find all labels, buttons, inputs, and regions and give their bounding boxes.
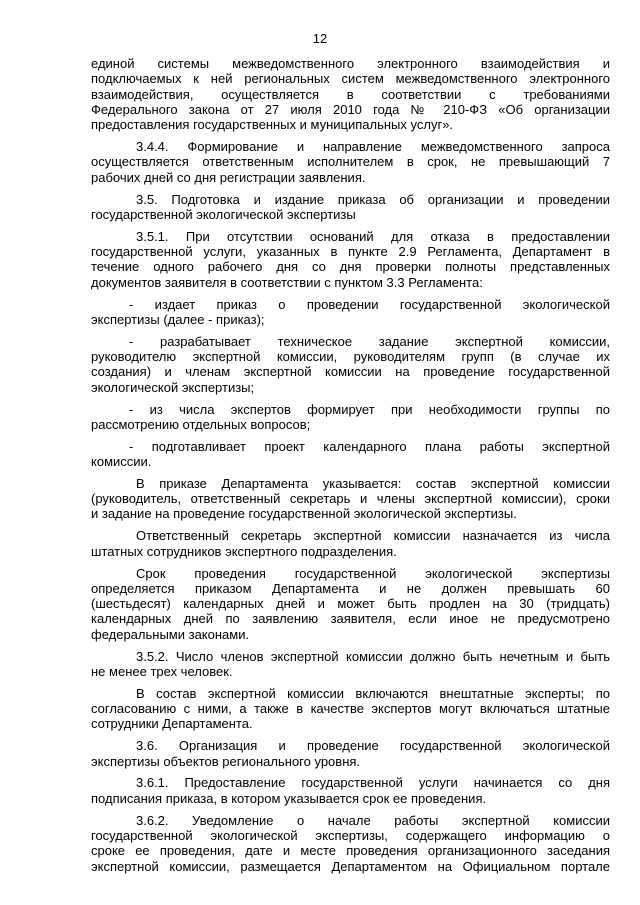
text-line: 3.6.1. Предоставление государственной услуги начинается со дня: [136, 775, 610, 791]
text-line: федеральными законами.: [91, 626, 250, 642]
text-line: не менее трех человек.: [91, 663, 233, 679]
text-line: подключаемых к ней региональных систем межведомственного электронного: [91, 71, 610, 87]
document-body: [91, 56, 610, 880]
text-line: комиссии.: [91, 453, 152, 469]
text-line: Ответственный секретарь экспертной комиссии назначается из числа: [136, 528, 610, 544]
paragraph: [91, 476, 610, 522]
paragraph: [91, 686, 610, 732]
text-line: руководителю экспертной комиссии, руководителям групп (в случае их: [91, 349, 610, 365]
text-line: сроке ее проведения, дате и месте проведения организационного заседания: [91, 843, 610, 859]
paragraph: [91, 229, 610, 290]
text-line: Срок проведения государственной экологической экспертизы: [136, 565, 610, 581]
text-line: подписания приказа, в котором указывается срок ее проведения.: [91, 790, 487, 806]
paragraph: [91, 738, 610, 769]
text-line: (шестьдесят) календарных дней и может быть продлен на 30 (тридцать): [91, 596, 610, 612]
page-number: 12: [312, 31, 328, 46]
text-line: и задание на проведение государственной экологической экспертизы.: [91, 506, 517, 522]
text-line: 3.6. Организация и проведение государственной экологической: [136, 738, 610, 754]
paragraph: [91, 775, 610, 806]
list-item: [91, 334, 610, 395]
text-line: сотрудники Департамента.: [91, 716, 253, 732]
list-item: [91, 439, 610, 470]
text-line: (руководитель, ответственный секретарь и члены экспертной комиссии), сроки: [91, 491, 610, 507]
text-line: штатных сотрудников экспертного подразделения.: [91, 543, 397, 559]
text-line: - издает приказ о проведении государственной экологической: [129, 296, 610, 312]
text-line: осуществляется ответственным исполнителем в срок, не превышающий 7: [91, 154, 610, 170]
text-line: - из числа экспертов формирует при необходимости группы по: [129, 401, 610, 417]
text-line: предоставления государственных и муниципальных услуг».: [91, 117, 454, 133]
text-line: 3.4.4. Формирование и направление межведомственного запроса: [136, 139, 610, 155]
text-line: календарных дней по заявлению заявителя, если иное не предусмотрено: [91, 611, 610, 627]
text-line: Федерального закона от 27 июля 2010 года № 210-ФЗ «Об организации: [91, 101, 610, 117]
text-line: экспертной комиссии, размещается Департаментом на Официальном портале: [91, 858, 610, 874]
text-line: 3.6.2. Уведомление о начале работы экспертной комиссии: [136, 812, 610, 828]
text-line: экологической экспертизы;: [91, 379, 255, 395]
paragraph: [91, 56, 610, 132]
paragraph: [91, 813, 610, 874]
text-line: государственной услуги, указанных в пункте 2.9 Регламента, Департамент в: [91, 244, 610, 260]
text-line: 3.5.2. Число членов экспертной комиссии должно быть нечетным и быть: [136, 648, 610, 664]
text-line: 3.5.1. При отсутствии оснований для отказа в предоставлении: [136, 228, 610, 244]
text-line: - подготавливает проект календарного плана работы экспертной: [129, 438, 610, 454]
text-line: создания) и членам экспертной комиссии на проведение государственной: [91, 364, 610, 380]
text-line: течение одного рабочего дня со дня проверки полноты представленных: [91, 259, 610, 275]
text-line: рабочих дней со дня регистрации заявления.: [91, 169, 366, 185]
text-line: экспертизы объектов регионального уровня.: [91, 753, 361, 769]
text-line: - разрабатывает техническое задание экспертной комиссии,: [129, 333, 610, 349]
text-line: В приказе Департамента указывается: состав экспертной комиссии: [136, 475, 610, 491]
paragraph: [91, 566, 610, 642]
text-line: определяется приказом Департамента и не должен превышать 60: [91, 580, 610, 596]
paragraph: [91, 528, 610, 559]
text-line: государственной экологической экспертизы, содержащего информацию о: [91, 827, 610, 843]
text-line: В состав экспертной комиссии включаются внештатные эксперты; по: [136, 685, 610, 701]
text-line: 3.5. Подготовка и издание приказа об организации и проведении: [136, 191, 610, 207]
paragraph: [91, 139, 610, 185]
text-line: единой системы межведомственного электронного взаимодействия и: [91, 56, 610, 71]
text-line: рассмотрению отдельных вопросов;: [91, 416, 311, 432]
list-item: [91, 402, 610, 433]
paragraph: [91, 649, 610, 680]
text-line: государственной экологической экспертизы: [91, 206, 356, 222]
text-line: документов заявителя в соответствии с пунктом 3.3 Регламента:: [91, 274, 483, 290]
text-line: взаимодействия, осуществляется в соответствии с требованиями: [91, 86, 610, 102]
text-line: экспертизы (далее - приказ);: [91, 311, 265, 327]
list-item: [91, 297, 610, 328]
paragraph: [91, 192, 610, 223]
text-line: согласованию с ними, а также в качестве экспертов могут включаться штатные: [91, 701, 610, 717]
